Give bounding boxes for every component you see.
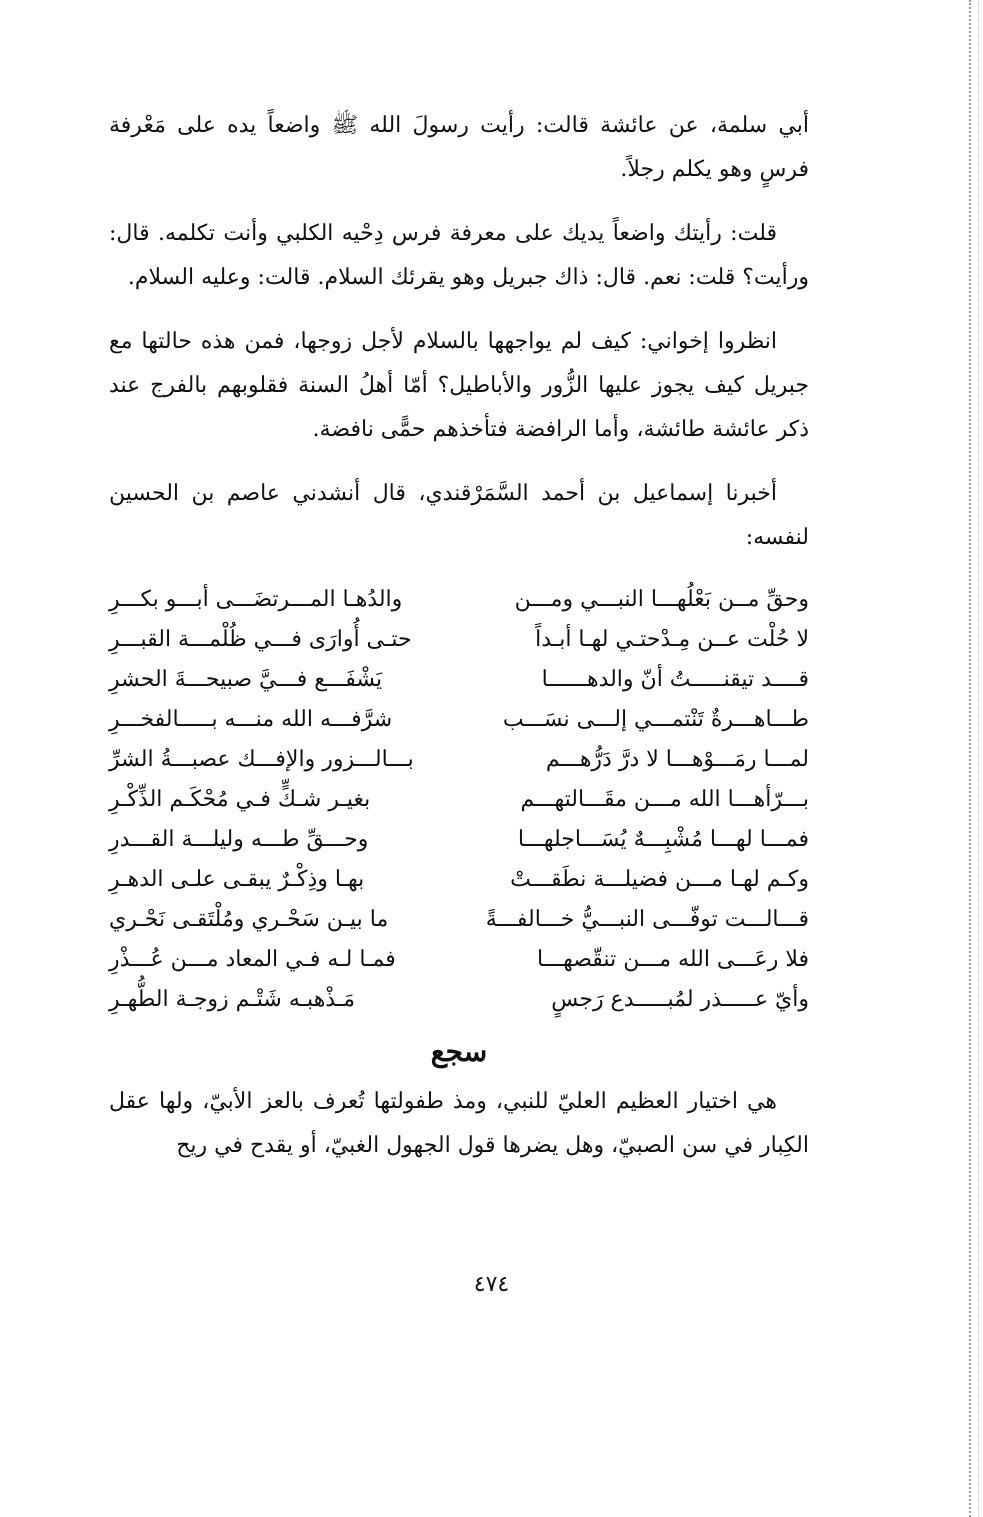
verse-first-hemistich: فلا رعَـــى الله مـــن تنقّصهـــا	[537, 947, 809, 972]
verse-line	[109, 980, 809, 1020]
verse-line	[109, 940, 809, 980]
verse-gap	[438, 660, 480, 700]
verse-first-hemistich: لا حُلْت عــن مِـدْحتـي لهـا أبـداً	[535, 627, 809, 652]
paragraph: انظروا إخواني: كيف لم يواجهها بالسلام لأجل زوجها، فمن هذه حالتها مع جبريل كيف يجوز عليها الزُّور والأباطيل؟ أمّا أهلُ السنة فقلوبهم بالفرج عند ذكر عائشة طائشة، وأما الرافضة فتأخذهم حمًّى نافضة.	[109, 329, 809, 442]
verse-line	[109, 700, 809, 740]
verse-second-hemistich: شرَّفـــه الله منـــه بـــــالفخـــرِ	[109, 707, 393, 732]
verse-line	[109, 860, 809, 900]
verse-first-hemistich: طـــاهـــرةٌ تَنْتمـــي إلـــى نسَـــب	[502, 707, 809, 732]
paragraph: أبي سلمة، عن عائشة قالت: رأيت رسولَ الله ﷺ واضعاً يده على مَعْرفة فرسٍ وهو يكلم رجلاً.	[109, 113, 809, 182]
verse-first-hemistich: فمـــا لهـــا مُشْبِـــهٌ يُسَـــاجلهـــا	[517, 827, 809, 852]
verse-second-hemistich: بـــالـــزور والإفـــك عصبـــةُ الشرِّ	[109, 747, 414, 772]
verse-line	[109, 780, 809, 820]
verse-second-hemistich: والدُهـا المـــرتضَـــى أبـــو بكـــرِ	[109, 587, 403, 612]
verse-gap	[438, 900, 480, 940]
verse-first-hemistich: بـــرّأهـــا الله مـــن مقَـــالتهـــم	[520, 787, 809, 812]
page-number: ٤٧٤	[473, 1272, 510, 1297]
verse-first-hemistich: قـــالـــت توفّـــى النبـــيُّ خـــالفـــةً	[485, 907, 809, 932]
verse-gap	[438, 580, 480, 620]
verse-gap	[438, 780, 480, 820]
verse-second-hemistich: ما بيـن سَحْـري ومُلْتَقـى نَحْـري	[109, 907, 389, 932]
section-title: سجع	[430, 1035, 488, 1068]
verse-first-hemistich: وحقِّ مــن بَعْلُهـــا النبـــي ومـــن	[514, 587, 809, 612]
verse-gap	[438, 740, 480, 780]
top-paragraphs	[109, 104, 809, 560]
verse-second-hemistich: حتـى أُوارَى فـــي ظُلْمـــة القبـــرِ	[109, 627, 412, 652]
verse-gap	[438, 820, 480, 860]
verse-second-hemistich: بهـا وذِكْـرٌ يبقـى علـى الدهـرِ	[109, 867, 365, 892]
verse-second-hemistich: فمـا لـه فـي المعاد مـــن عُـــذْرِ	[109, 947, 396, 972]
verse-second-hemistich: وحـــقِّ طـــه وليلـــة القـــدرِ	[109, 827, 369, 852]
verse-line	[109, 580, 809, 620]
verse-gap	[438, 700, 480, 740]
verse-gap	[438, 980, 480, 1020]
verse-line	[109, 620, 809, 660]
verse-second-hemistich: يَشْفَـــع فـــيَّ صبيحـــةَ الحشرِ	[109, 667, 383, 692]
verse-gap	[438, 860, 480, 900]
poem-verses	[109, 580, 809, 1020]
paragraph: قلت: رأيتك واضعاً يديك على معرفة فرس دِحْيه الكلبي وأنت تكلمه. قال: ورأيت؟ قلت: نعم. قال: ذاك جبريل وهو يقرئك السلام. قالت: وعليه السلام.	[109, 221, 809, 290]
bottom-paragraphs	[109, 1080, 809, 1168]
verse-first-hemistich: وكـم لهـا مـــن فضيلـــة نطَقـــتْ	[510, 867, 809, 892]
page-content	[109, 104, 809, 1188]
paragraph: هي اختيار العظيم العليّ للنبي، ومذ طفولتها تُعرف بالعز الأبيّ، ولها عقل الكِبار في سن الصبيّ، وهل يضرها قول الجهول الغبيّ، أو يقدح في ريح	[109, 1089, 809, 1158]
verse-first-hemistich: وأيّ عـــــذر لمُبـــــدع رَجسٍ	[551, 987, 809, 1012]
verse-second-hemistich: بغيـر شـكٍّ فـي مُحْكَـم الذِّكْـرِ	[109, 787, 371, 812]
verse-second-hemistich: مَـذْهبـه شَتْـم زوجـة الطُّهـرِ	[109, 987, 356, 1012]
verse-line	[109, 740, 809, 780]
verse-line	[109, 660, 809, 700]
verse-gap	[438, 940, 480, 980]
paragraph: أخبرنا إسماعيل بن أحمد السَّمَرْقندي، قال أنشدني عاصم بن الحسين لنفسه:	[109, 481, 809, 550]
verse-first-hemistich: قــــد تيقنـــــتُ أنّ والدهــــــا	[541, 667, 809, 692]
verse-line	[109, 820, 809, 860]
verse-line	[109, 900, 809, 940]
verse-first-hemistich: لمـــا رمَـــوْهـــا لا درَّ دَرُّهـــم	[545, 747, 809, 772]
verse-gap	[438, 620, 480, 660]
